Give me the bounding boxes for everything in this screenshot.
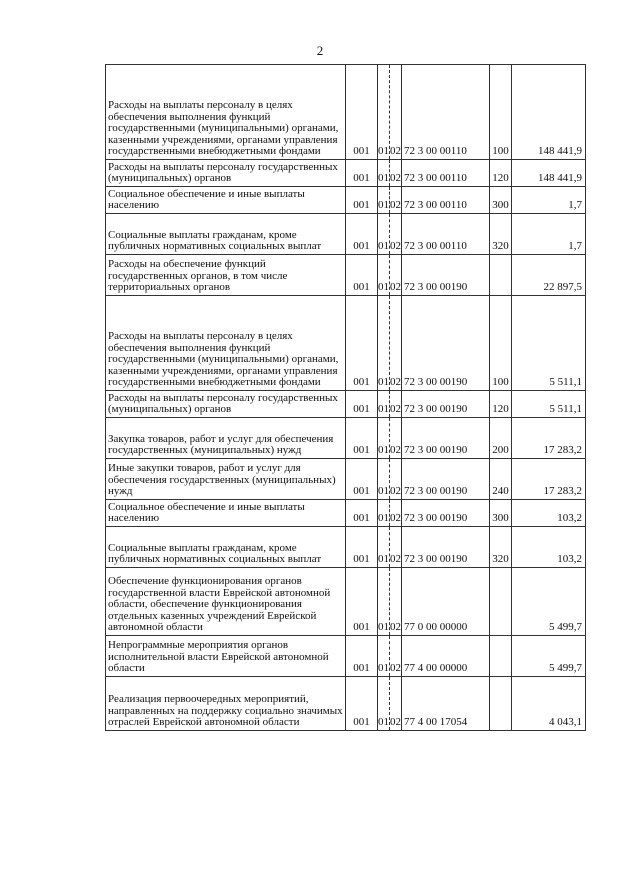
admin-code: 001: [346, 636, 378, 677]
row-description: Социальные выплаты гражданам, кроме публичных нормативных социальных выплат: [106, 214, 346, 255]
amount: 5 511,1: [512, 391, 586, 418]
subsection-code: 02: [390, 255, 402, 296]
subsection-code: 02: [390, 527, 402, 568]
section-code: 01: [378, 160, 390, 187]
section-code: 01: [378, 418, 390, 459]
expense-type-code: [490, 568, 512, 636]
row-description: Обеспечение функционирования органов государственной власти Еврейской автономной области, обеспечение функционирования отдельных казенных учреждений Еврейской автономной области: [106, 568, 346, 636]
row-description: Расходы на выплаты персоналу государственных (муниципальных) органов: [106, 391, 346, 418]
expense-type-code: 240: [490, 459, 512, 500]
section-code: 01: [378, 391, 390, 418]
subsection-code: 02: [390, 391, 402, 418]
row-description: Социальное обеспечение и иные выплаты населению: [106, 187, 346, 214]
subsection-code: 02: [390, 214, 402, 255]
section-code: 01: [378, 187, 390, 214]
admin-code: 001: [346, 677, 378, 731]
subsection-code: 02: [390, 296, 402, 391]
expense-type-code: [490, 636, 512, 677]
target-article-code: 77 4 00 17054: [402, 677, 490, 731]
table-row: [106, 160, 586, 187]
target-article-code: 72 3 00 00190: [402, 527, 490, 568]
amount: 5 499,7: [512, 636, 586, 677]
table-row: [106, 527, 586, 568]
amount: 17 283,2: [512, 418, 586, 459]
admin-code: 001: [346, 500, 378, 527]
amount: 103,2: [512, 527, 586, 568]
amount: 17 283,2: [512, 459, 586, 500]
expense-type-code: [490, 255, 512, 296]
table-row: [106, 500, 586, 527]
target-article-code: 77 4 00 00000: [402, 636, 490, 677]
admin-code: 001: [346, 418, 378, 459]
section-code: 01: [378, 636, 390, 677]
subsection-code: 02: [390, 459, 402, 500]
budget-table: [105, 64, 586, 731]
subsection-code: 02: [390, 187, 402, 214]
amount: 1,7: [512, 187, 586, 214]
amount: 1,7: [512, 214, 586, 255]
section-code: 01: [378, 214, 390, 255]
expense-type-code: 320: [490, 214, 512, 255]
target-article-code: 72 3 00 00110: [402, 160, 490, 187]
table-row: [106, 677, 586, 731]
subsection-code: 02: [390, 65, 402, 160]
section-code: 01: [378, 677, 390, 731]
table-row: [106, 214, 586, 255]
amount: 148 441,9: [512, 65, 586, 160]
admin-code: 001: [346, 459, 378, 500]
table-row: [106, 65, 586, 160]
row-description: Непрограммные мероприятия органов исполнительной власти Еврейской автономной области: [106, 636, 346, 677]
target-article-code: 72 3 00 00190: [402, 391, 490, 418]
admin-code: 001: [346, 391, 378, 418]
expense-type-code: 120: [490, 160, 512, 187]
table-row: [106, 636, 586, 677]
row-description: Расходы на обеспечение функций государственных органов, в том числе территориальных органов: [106, 255, 346, 296]
row-description: Реализация первоочередных мероприятий, направленных на поддержку социально значимых отраслей Еврейской автономной области: [106, 677, 346, 731]
table-row: [106, 418, 586, 459]
target-article-code: 72 3 00 00190: [402, 500, 490, 527]
row-description: Расходы на выплаты персоналу государственных (муниципальных) органов: [106, 160, 346, 187]
row-description: Социальные выплаты гражданам, кроме публичных нормативных социальных выплат: [106, 527, 346, 568]
target-article-code: 72 3 00 00190: [402, 418, 490, 459]
expense-type-code: 100: [490, 296, 512, 391]
admin-code: 001: [346, 214, 378, 255]
admin-code: 001: [346, 65, 378, 160]
table-row: [106, 187, 586, 214]
amount: 148 441,9: [512, 160, 586, 187]
admin-code: 001: [346, 527, 378, 568]
section-code: 01: [378, 527, 390, 568]
page-number: 2: [316, 43, 324, 58]
row-description: Закупка товаров, работ и услуг для обеспечения государственных (муниципальных) нужд: [106, 418, 346, 459]
target-article-code: 77 0 00 00000: [402, 568, 490, 636]
subsection-code: 02: [390, 677, 402, 731]
table-row: [106, 459, 586, 500]
section-code: 01: [378, 500, 390, 527]
row-description: Расходы на выплаты персоналу в целях обеспечения выполнения функций государственными (муниципальными) органами, казенными учреждениями, органами управления государственными внебюджетными фондами: [106, 65, 346, 160]
expense-type-code: 300: [490, 500, 512, 527]
table-row: [106, 296, 586, 391]
amount: 22 897,5: [512, 255, 586, 296]
expense-type-code: 200: [490, 418, 512, 459]
admin-code: 001: [346, 187, 378, 214]
amount: 103,2: [512, 500, 586, 527]
row-description: Иные закупки товаров, работ и услуг для обеспечения государственных (муниципальных) нужд: [106, 459, 346, 500]
section-code: 01: [378, 459, 390, 500]
row-description: Расходы на выплаты персоналу в целях обеспечения выполнения функций государственными (муниципальными) органами, казенными учреждениями, органами управления государственными внебюджетными фондами: [106, 296, 346, 391]
target-article-code: 72 3 00 00110: [402, 214, 490, 255]
admin-code: 001: [346, 296, 378, 391]
table-body: [106, 65, 586, 731]
amount: 5 511,1: [512, 296, 586, 391]
section-code: 01: [378, 296, 390, 391]
table-row: [106, 255, 586, 296]
section-code: 01: [378, 568, 390, 636]
subsection-code: 02: [390, 568, 402, 636]
table-row: [106, 568, 586, 636]
amount: 4 043,1: [512, 677, 586, 731]
expense-type-code: 300: [490, 187, 512, 214]
section-code: 01: [378, 65, 390, 160]
expense-type-code: [490, 677, 512, 731]
row-description: Социальное обеспечение и иные выплаты населению: [106, 500, 346, 527]
target-article-code: 72 3 00 00190: [402, 459, 490, 500]
target-article-code: 72 3 00 00110: [402, 187, 490, 214]
subsection-code: 02: [390, 160, 402, 187]
admin-code: 001: [346, 568, 378, 636]
subsection-code: 02: [390, 418, 402, 459]
expense-type-code: 100: [490, 65, 512, 160]
expense-type-code: 120: [490, 391, 512, 418]
amount: 5 499,7: [512, 568, 586, 636]
admin-code: 001: [346, 255, 378, 296]
admin-code: 001: [346, 160, 378, 187]
target-article-code: 72 3 00 00110: [402, 65, 490, 160]
subsection-code: 02: [390, 636, 402, 677]
subsection-code: 02: [390, 500, 402, 527]
expense-type-code: 320: [490, 527, 512, 568]
target-article-code: 72 3 00 00190: [402, 296, 490, 391]
table-row: [106, 391, 586, 418]
section-code: 01: [378, 255, 390, 296]
target-article-code: 72 3 00 00190: [402, 255, 490, 296]
